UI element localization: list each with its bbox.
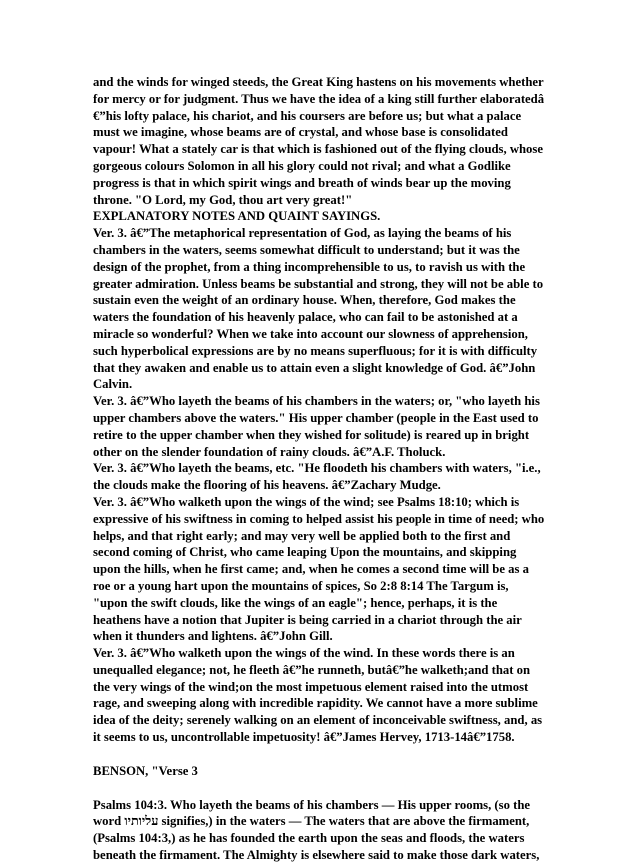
notes-heading: EXPLANATORY NOTES AND QUAINT SAYINGS. xyxy=(93,209,381,224)
paragraph-benson: Psalms 104:3. Who layeth the beams of his chambers — His upper rooms, (so the word עליותיו signifies,) in the waters — The waters that are above the firmament, (Psalms 104:3,) as he has founded the earth upon the seas and floods, the waters beneath the firmament. The Almighty is elsewhere said to make those dark waters, xyxy=(93,797,540,863)
paragraph-calvin: Ver. 3. â€”The metaphorical representation of God, as laying the beams of his chambers in the waters, seems somewhat difficult to understand; but it was the design of the prophet, from a thing incomprehensible to us, to ravish us with the greater admiration. Unless beams be substantial and strong, they will not be able to sustain even the weight of an ordinary house. When, therefore, God makes the waters the foundation of his heavenly palace, who can fail to be astonished at a miracle so wonderful? When we take into account our slowness of apprehension, such hyperbolical expressions are by no means superfluous; for it is with difficulty that they awaken and enable us to attain even a slight knowledge of God. â€”John Calvin. xyxy=(93,226,544,392)
paragraph-hervey: Ver. 3. â€”Who walketh upon the wings of the wind. In these words there is an unequalled elegance; not, he fleeth â€”he runneth, butâ€”he walketh;and that on the very wings of the wind;on the most impetuous element raised into the utmost rage, and sweeping along with incredible rapidity. We cannot have a more sublime idea of the deity; serenely walking on an element of inconceivable swiftness, and, as it seems to us, uncontrollable impetuosity! â€”James Hervey, 1713-14â€”1758. xyxy=(93,646,543,745)
paragraph-tholuck: Ver. 3. â€”Who layeth the beams of his chambers in the waters; or, "who layeth his upper chambers above the waters." His upper chamber (people in the East used to retire to the upper chamber when they wished for solitude) is reared up in bright other on the slender foundation of rainy clouds. â€”A.F. Tholuck. xyxy=(93,394,540,459)
paragraph-intro: and the winds for winged steeds, the Great King hastens on his movements whether for mercy or for judgment. Thus we have the idea of a king still further elaboratedâ €”his lofty palace, his chariot, and his coursers are before us; but what a palace must we imagine, whose beams are of crystal, and whose base is consolidated vapour! What a stately car is that which is fashioned out of the flying clouds, whose gorgeous colours Solomon in all his glory could not rival; and what a Godlike progress is that in which spirit wings and breath of winds bear up the moving throne. "O Lord, my God, thou art very great!" xyxy=(93,75,545,207)
section-heading: BENSON, "Verse 3 xyxy=(93,763,198,778)
document-page xyxy=(93,74,545,864)
paragraph-mudge: Ver. 3. â€”Who layeth the beams, etc. "He floodeth his chambers with waters, "i.e., the clouds make the flooring of his heavens. â€”Zachary Mudge. xyxy=(93,461,541,493)
paragraph-gill: Ver. 3. â€”Who walketh upon the wings of the wind; see Psalms 18:10; which is expressive of his swiftness in coming to helped assist his people in time of need; who helps, and that right early; and may very well be applied both to the first and second coming of Christ, who came leaping Upon the mountains, and skipping upon the hills, when he first came; and, when he comes a second time will be as a roe or a young hart upon the mountains of spices, So 2:8 8:14 The Targum is, "upon the swift clouds, like the wings of an eagle"; hence, perhaps, it is the heathens have a notion that Jupiter is being carried in a chariot through the air when it thunders and lightens. â€”John Gill. xyxy=(93,494,545,644)
